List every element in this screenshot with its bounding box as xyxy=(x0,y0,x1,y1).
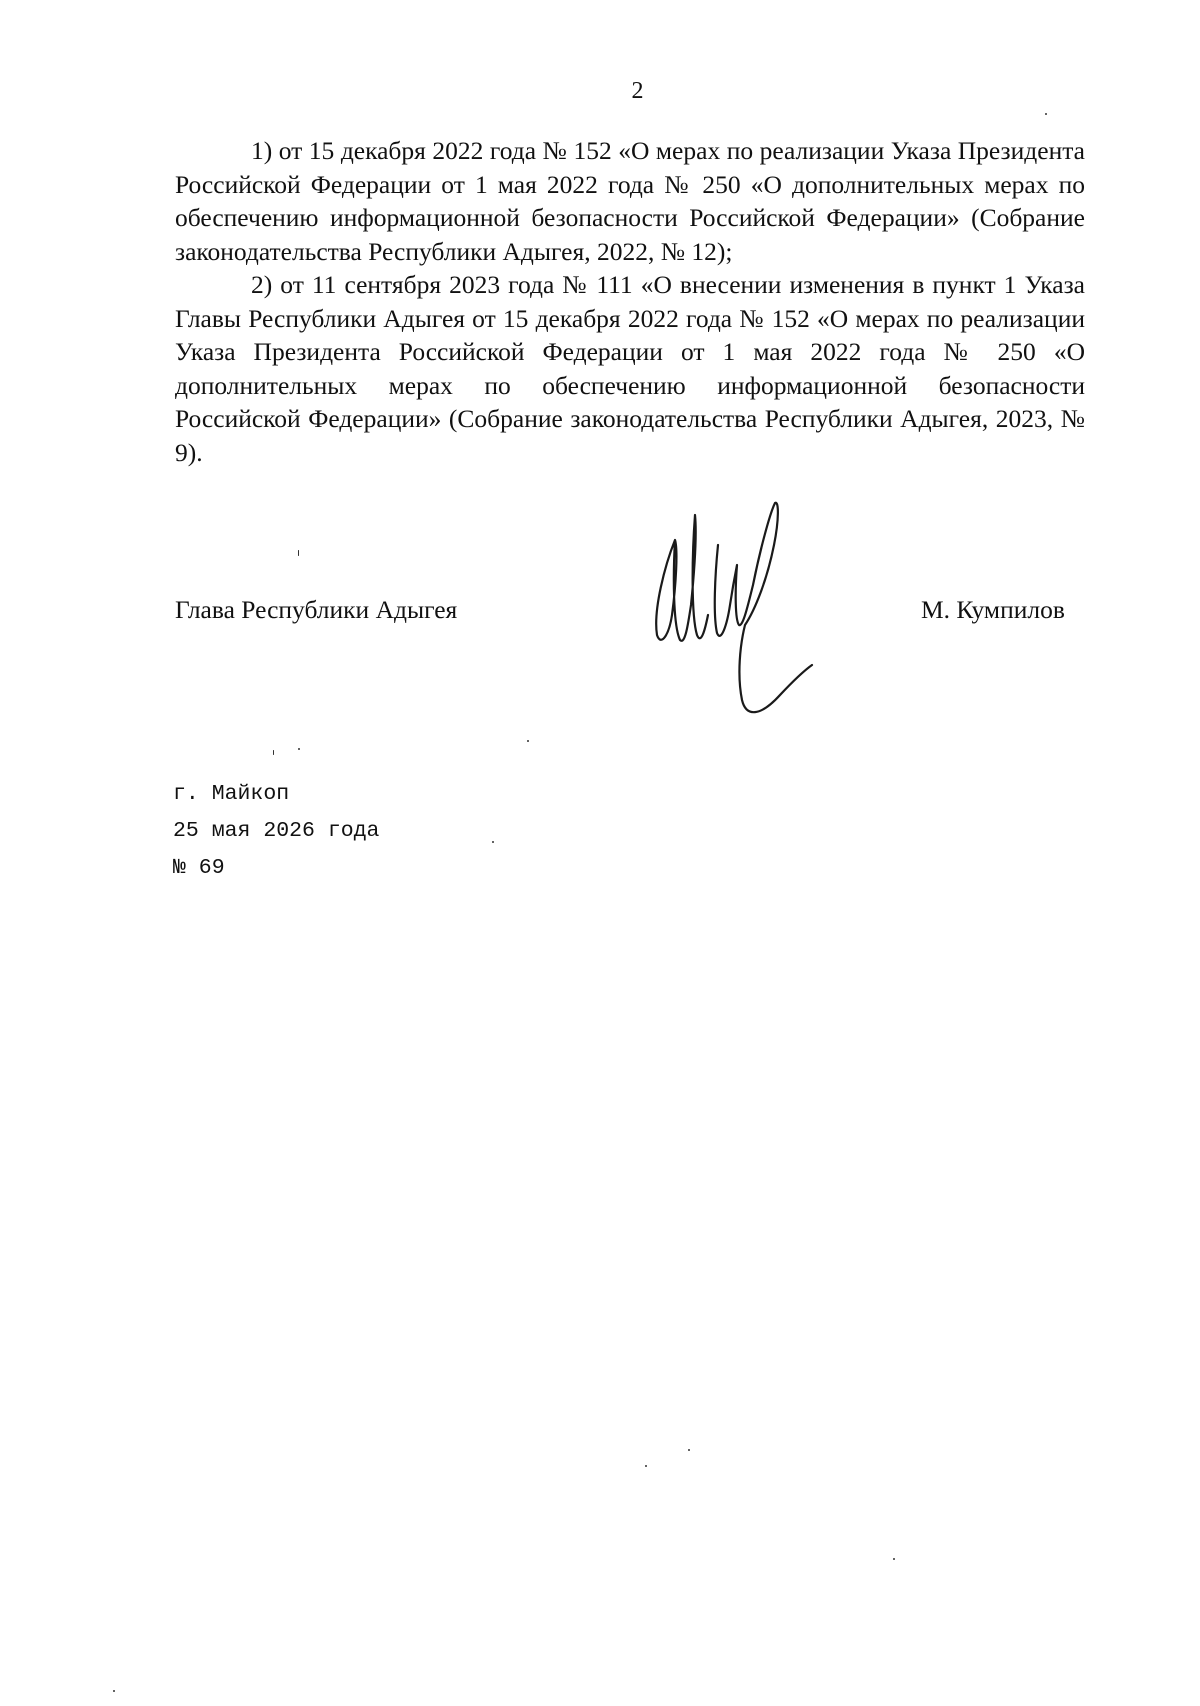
scan-speck xyxy=(527,740,529,742)
scan-speck xyxy=(492,841,494,843)
scan-speck xyxy=(893,1558,895,1560)
document-body xyxy=(175,134,1085,469)
signatory-position: Глава Республики Адыгея xyxy=(175,595,458,624)
scan-speck xyxy=(273,750,274,755)
list-item-2: 2) от 11 сентября 2023 года № 111 «О внесении изменения в пункт 1 Указа Главы Республики Адыгея от 15 декабря 2022 года № 152 «О мерах по реализации Указа Президента Российской Федерации от 1 мая 2022 года № 250 «О дополнительных мерах по обеспечению информационной безопасности Российской Федерации» (Собрание законодательства Республики Адыгея, 2023, № 9). xyxy=(175,270,1085,467)
page-number: 2 xyxy=(631,78,644,104)
handwritten-signature-icon xyxy=(645,495,845,730)
scan-speck xyxy=(298,550,299,556)
issue-details xyxy=(173,776,379,887)
list-item-1: 1) от 15 декабря 2022 года № 152 «О мерах по реализации Указа Президента Российской Федерации от 1 мая 2022 года № 250 «О дополнительных мерах по обеспечению информационной безопасности Российской Федерации» (Собрание законодательства Республики Адыгея, 2022, № 12); xyxy=(175,136,1085,266)
scan-speck xyxy=(688,1449,690,1451)
scan-speck xyxy=(113,1690,115,1692)
issue-place: г. Майкоп xyxy=(173,782,290,806)
scan-speck xyxy=(645,1465,647,1467)
signatory-name: М. Кумпилов xyxy=(921,595,1065,624)
issue-date: 25 мая 2026 года xyxy=(173,819,380,843)
scan-speck xyxy=(1045,113,1047,115)
scan-speck xyxy=(298,748,300,750)
issue-number: № 69 xyxy=(173,856,225,880)
